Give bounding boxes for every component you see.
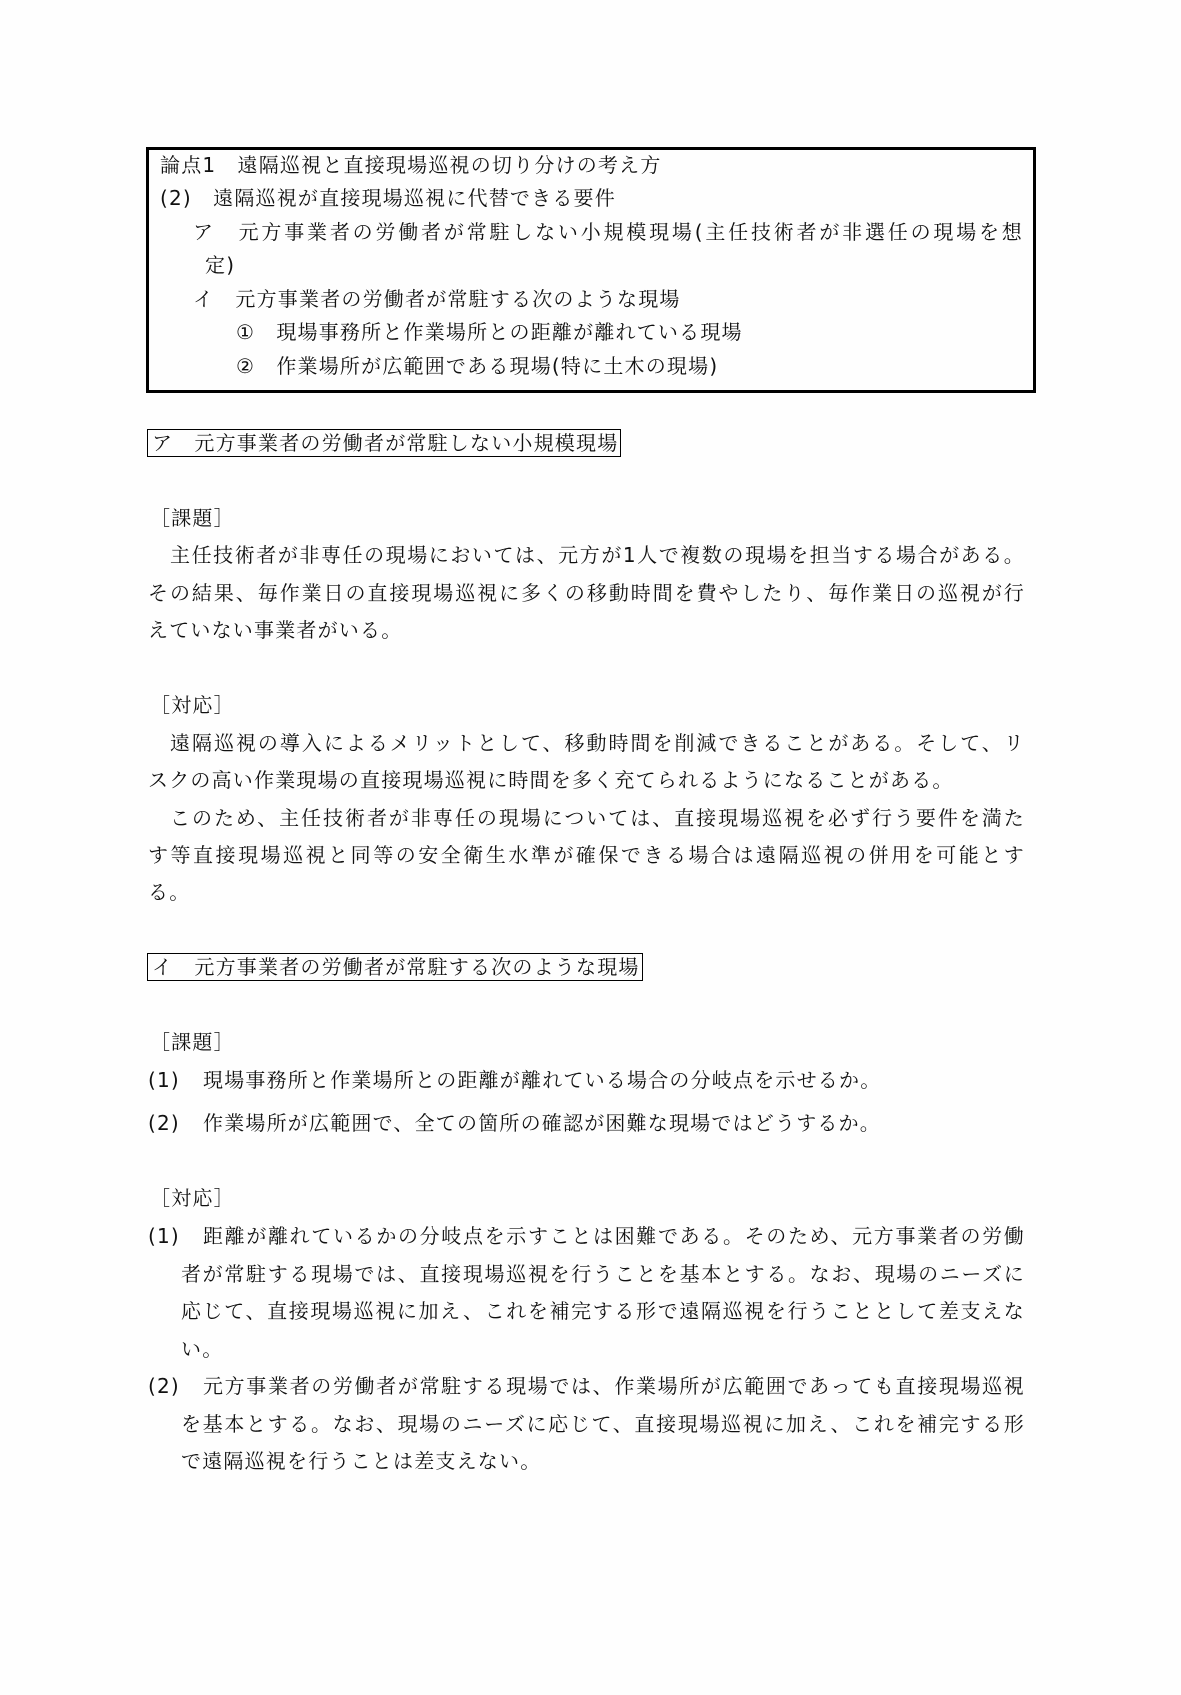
section-i-issue-1-num: (1) (148, 1068, 180, 1092)
summary-item-a-cont: 定) (205, 253, 236, 277)
section-i-issue-2-num: (2) (148, 1111, 180, 1135)
summary-item-i-2: ② 作業場所が広範囲である現場(特に土木の現場) (236, 354, 719, 378)
section-i-response-2-line-1: 元方事業者の労働者が常駐する現場では、作業場所が広範囲であっても直接現場巡視 (203, 1374, 1025, 1398)
section-i-heading: イ 元方事業者の労働者が常駐する次のような現場 (147, 953, 643, 981)
summary-item-i: イ 元方事業者の労働者が常駐する次のような現場 (193, 287, 681, 311)
section-i-issue-2-text: 作業場所が広範囲で、全ての箇所の確認が困難な現場ではどうするか。 (203, 1111, 881, 1135)
subsection-title: (2) 遠隔巡視が直接現場巡視に代替できる要件 (160, 186, 616, 210)
section-a-issue-label: ［課題］ (150, 506, 235, 530)
section-a-response-line-5: る。 (148, 880, 191, 904)
section-a-response-line-1: 遠隔巡視の導入によるメリットとして、移動時間を削減できることがある。そして、リ (170, 731, 1025, 755)
section-a-response-label: ［対応］ (150, 693, 235, 717)
section-a-response-line-3: このため、主任技術者が非専任の現場については、直接現場巡視を必ず行う要件を満た (170, 806, 1025, 830)
section-i-response-1-line-1: 距離が離れているかの分岐点を示すことは困難である。そのため、元方事業者の労働 (203, 1224, 1025, 1248)
section-a-issue-line-3: えていない事業者がいる。 (148, 618, 403, 642)
section-i-response-2-line-2: を基本とする。なお、現場のニーズに応じて、直接現場巡視に加え、これを補完する形 (181, 1412, 1025, 1436)
summary-item-i-1: ① 現場事務所と作業場所との距離が離れている現場 (236, 320, 743, 344)
section-i-response-1-num: (1) (148, 1224, 180, 1248)
section-a-heading: ア 元方事業者の労働者が常駐しない小規模現場 (147, 429, 621, 457)
section-i-response-1-line-2: 者が常駐する現場では、直接現場巡視を行うことを基本とする。なお、現場のニーズに (181, 1262, 1025, 1286)
section-a-response-line-2: スクの高い作業現場の直接現場巡視に時間を多く充てられるようになることがある。 (148, 768, 954, 792)
section-i-response-label: ［対応］ (150, 1186, 235, 1210)
section-i-response-2-num: (2) (148, 1374, 180, 1398)
section-i-issue-label: ［課題］ (150, 1030, 235, 1054)
section-a-issue-line-2: その結果、毎作業日の直接現場巡視に多くの移動時間を費やしたり、毎作業日の巡視が行 (148, 581, 1025, 605)
section-a-response-line-4: す等直接現場巡視と同等の安全衛生水準が確保できる場合は遠隔巡視の併用を可能とす (148, 843, 1025, 867)
section-i-response-2-line-3: で遠隔巡視を行うことは差支えない。 (181, 1449, 542, 1473)
section-i-response-1-line-3: 応じて、直接現場巡視に加え、これを補完する形で遠隔巡視を行うこととして差支えな (181, 1299, 1025, 1323)
section-a-issue-line-1: 主任技術者が非専任の現場においては、元方が1人で複数の現場を担当する場合がある。 (170, 543, 1025, 567)
issue-title: 論点1 遠隔巡視と直接現場巡視の切り分けの考え方 (160, 153, 662, 177)
section-i-response-1-line-4: い。 (181, 1337, 224, 1361)
section-i-issue-1-text: 現場事務所と作業場所との距離が離れている場合の分岐点を示せるか。 (203, 1068, 882, 1092)
summary-item-a: ア 元方事業者の労働者が常駐しない小規模現場(主任技術者が非選任の現場を想 (193, 220, 1023, 244)
